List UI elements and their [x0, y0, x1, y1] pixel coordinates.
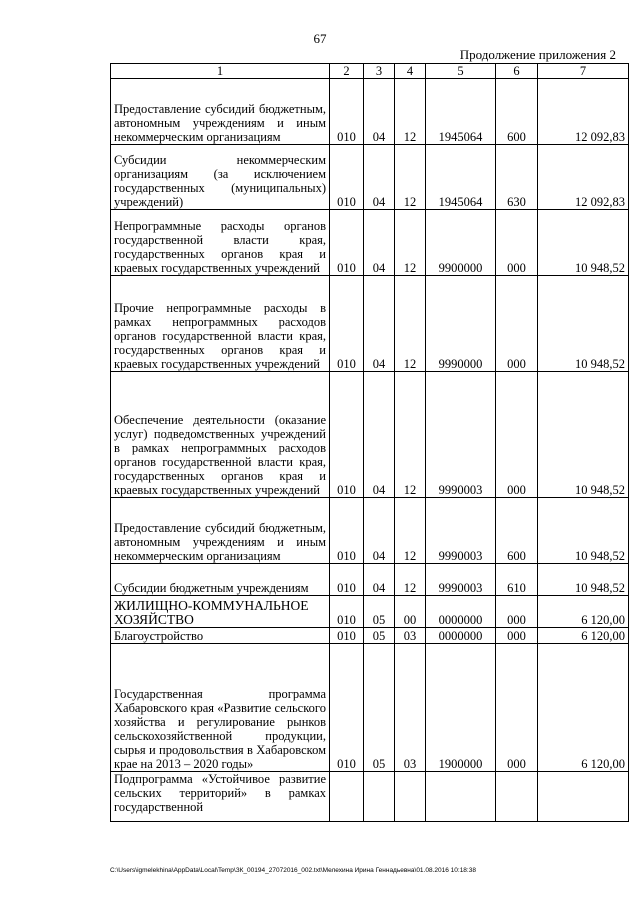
column-header: 5	[426, 64, 496, 79]
row-value-cell-5: 9990003	[426, 564, 496, 596]
row-value-cell-6: 000	[496, 644, 538, 772]
row-value-cell-5: 9900000	[426, 210, 496, 276]
row-value-cell-4	[395, 772, 426, 822]
row-value-cell-3: 05	[364, 596, 395, 628]
column-header: 1	[111, 64, 330, 79]
row-value-cell-3: 05	[364, 644, 395, 772]
row-value-cell-7: 12 092,83	[538, 145, 629, 210]
table-row	[111, 596, 629, 628]
table-row	[111, 644, 629, 772]
row-value-cell-4: 12	[395, 276, 426, 372]
row-value-cell-5: 0000000	[426, 596, 496, 628]
row-value-cell-5: 9990000	[426, 276, 496, 372]
row-value-cell-3: 04	[364, 145, 395, 210]
row-value-cell-7: 10 948,52	[538, 276, 629, 372]
row-value-cell-6: 630	[496, 145, 538, 210]
row-value-cell-5: 0000000	[426, 628, 496, 644]
header-row	[111, 64, 629, 79]
row-value-cell-7: 6 120,00	[538, 628, 629, 644]
row-value-cell-7: 12 092,83	[538, 79, 629, 145]
row-value-cell-5: 1900000	[426, 644, 496, 772]
row-name-cell: Предоставление субсидий бюджетным, автономным учреждениям и иным некоммерческим организациям	[111, 498, 330, 564]
row-value-cell-2: 010	[330, 596, 364, 628]
row-value-cell-5: 9990003	[426, 372, 496, 498]
row-value-cell-2: 010	[330, 498, 364, 564]
row-name-cell: Субсидии некоммерческим организациям (за исключением государственных (муниципальных) учреждений)	[111, 145, 330, 210]
row-value-cell-4: 12	[395, 210, 426, 276]
row-value-cell-5: 9990003	[426, 498, 496, 564]
row-value-cell-6: 000	[496, 596, 538, 628]
row-value-cell-3: 05	[364, 628, 395, 644]
row-value-cell-2: 010	[330, 628, 364, 644]
row-value-cell-3: 04	[364, 210, 395, 276]
table-row	[111, 498, 629, 564]
row-value-cell-7: 6 120,00	[538, 644, 629, 772]
row-value-cell-2: 010	[330, 79, 364, 145]
row-value-cell-4: 00	[395, 596, 426, 628]
row-value-cell-4: 12	[395, 498, 426, 564]
row-name-cell: Государственная программа Хабаровского края «Развитие сельского хозяйства и регулирование рынков сельскохозяйственной продукции, сырья и продовольствия в Хабаровском крае на 2013 – 2020 годы»	[111, 644, 330, 772]
row-value-cell-6: 000	[496, 210, 538, 276]
row-value-cell-7: 10 948,52	[538, 210, 629, 276]
row-value-cell-2: 010	[330, 210, 364, 276]
row-value-cell-6: 610	[496, 564, 538, 596]
row-value-cell-3: 04	[364, 498, 395, 564]
row-name-cell: Субсидии бюджетным учреждениям	[111, 564, 330, 596]
table-row	[111, 145, 629, 210]
table-row	[111, 564, 629, 596]
table-row	[111, 628, 629, 644]
row-value-cell-6: 600	[496, 498, 538, 564]
row-value-cell-3: 04	[364, 276, 395, 372]
row-value-cell-2: 010	[330, 644, 364, 772]
row-value-cell-7	[538, 772, 629, 822]
row-value-cell-7: 10 948,52	[538, 498, 629, 564]
row-value-cell-7: 10 948,52	[538, 372, 629, 498]
row-name-cell: Прочие непрограммные расходы в рамках непрограммных расходов органов государственной власти края, государственных органов края и краевых государственных учреждений	[111, 276, 330, 372]
row-name-cell: Непрограммные расходы органов государственной власти края, государственных органов края и краевых государственных учреждений	[111, 210, 330, 276]
continuation-label: Продолжение приложения 2	[459, 47, 616, 62]
row-value-cell-4: 03	[395, 644, 426, 772]
row-name-cell: ЖИЛИЩНО-КОММУНАЛЬНОЕ ХОЗЯЙСТВО	[111, 596, 330, 628]
row-value-cell-3	[364, 772, 395, 822]
row-value-cell-6: 000	[496, 372, 538, 498]
column-header: 7	[538, 64, 629, 79]
row-value-cell-3: 04	[364, 79, 395, 145]
row-value-cell-6: 000	[496, 276, 538, 372]
row-value-cell-3: 04	[364, 564, 395, 596]
row-value-cell-7: 6 120,00	[538, 596, 629, 628]
row-value-cell-4: 12	[395, 372, 426, 498]
table-row	[111, 79, 629, 145]
page-number: 67	[313, 31, 327, 46]
row-value-cell-3: 04	[364, 372, 395, 498]
row-value-cell-5: 1945064	[426, 79, 496, 145]
row-value-cell-2: 010	[330, 145, 364, 210]
table-row	[111, 276, 629, 372]
table-row	[111, 772, 629, 822]
row-value-cell-5	[426, 772, 496, 822]
row-name-cell: Предоставление субсидий бюджетным, автономным учреждениям и иным некоммерческим организациям	[111, 79, 330, 145]
table-row	[111, 372, 629, 498]
row-value-cell-4: 03	[395, 628, 426, 644]
row-value-cell-2: 010	[330, 372, 364, 498]
footer-file-path: C:\Users\igmelekhina\AppData\Local\Temp\ЗК_00194_27072016_002.txt\Мелехина Ирина Геннадьевна\01.08.2016 10:18:38	[110, 867, 476, 874]
row-name-cell: Благоустройство	[111, 628, 330, 644]
column-header: 4	[395, 64, 426, 79]
budget-table	[110, 63, 629, 822]
row-name-cell: Обеспечение деятельности (оказание услуг) подведомственных учреждений в рамках непрограммных расходов органов государственной власти края, государственных органов края и краевых государственных учреждений	[111, 372, 330, 498]
row-value-cell-6: 000	[496, 628, 538, 644]
row-value-cell-5: 1945064	[426, 145, 496, 210]
row-value-cell-4: 12	[395, 79, 426, 145]
column-header: 3	[364, 64, 395, 79]
row-value-cell-6	[496, 772, 538, 822]
column-header: 6	[496, 64, 538, 79]
row-value-cell-2	[330, 772, 364, 822]
row-value-cell-6: 600	[496, 79, 538, 145]
row-value-cell-2: 010	[330, 276, 364, 372]
row-value-cell-4: 12	[395, 145, 426, 210]
row-value-cell-2: 010	[330, 564, 364, 596]
row-value-cell-4: 12	[395, 564, 426, 596]
table-row	[111, 210, 629, 276]
row-value-cell-7: 10 948,52	[538, 564, 629, 596]
column-header: 2	[330, 64, 364, 79]
row-name-cell: Подпрограмма «Устойчивое развитие сельских территорий» в рамках государственной	[111, 772, 330, 822]
